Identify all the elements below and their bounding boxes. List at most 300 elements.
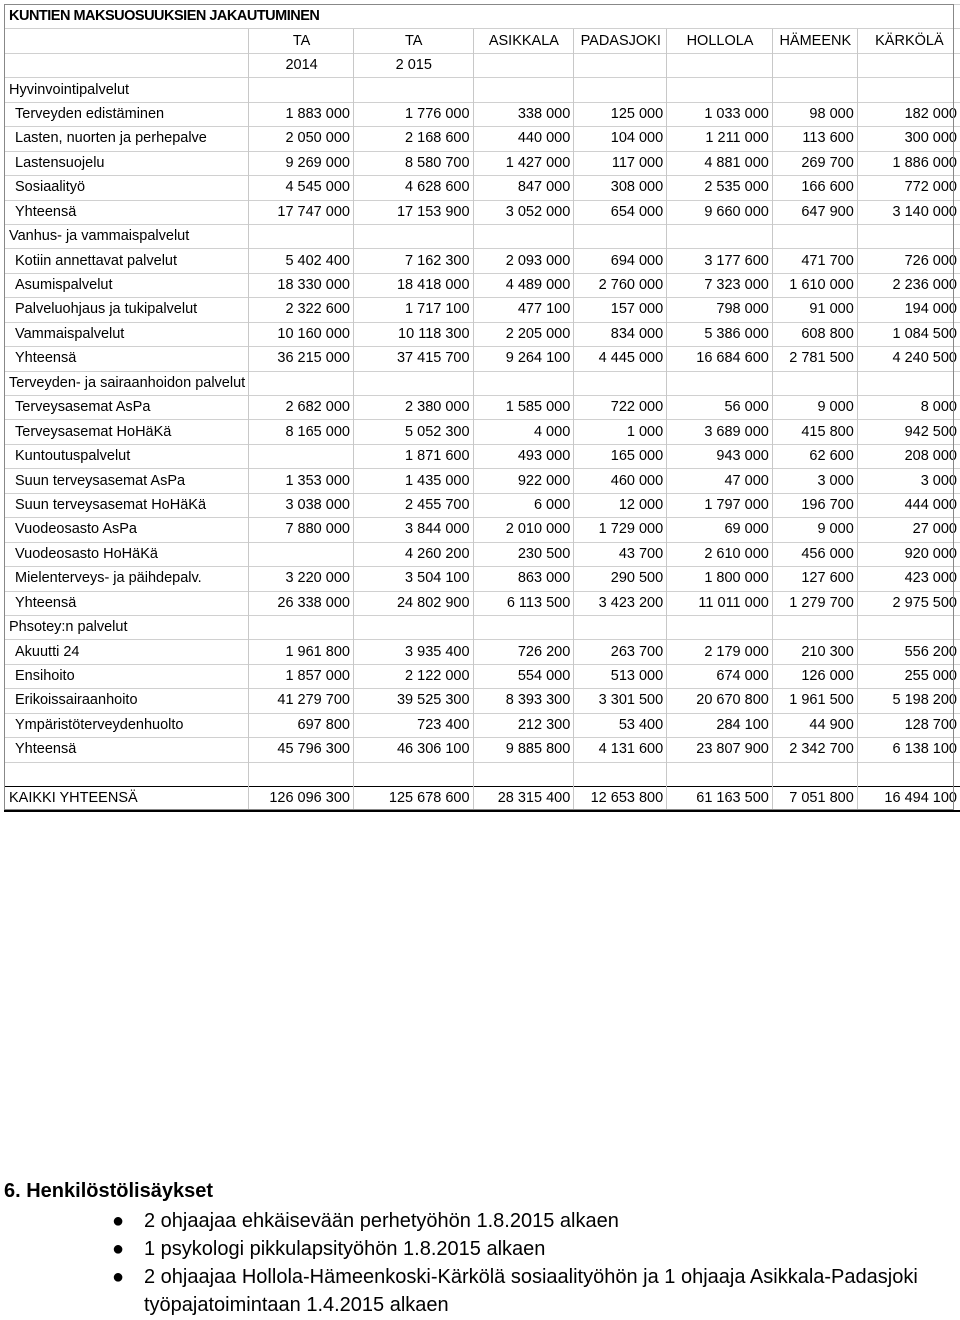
table-cell: 157 000	[574, 298, 667, 322]
table-cell: 12 000	[574, 493, 667, 517]
table-cell	[857, 78, 960, 102]
table-cell: 91 000	[772, 298, 857, 322]
table-cell: 2 535 000	[667, 176, 773, 200]
table-cell: 460 000	[574, 469, 667, 493]
table-cell: 1 084 500	[857, 322, 960, 346]
row-label: Sosiaalityö	[5, 176, 249, 200]
section-row	[5, 371, 960, 395]
table-row	[5, 102, 960, 126]
row-label: Yhteensä	[5, 591, 249, 615]
column-header: TA	[249, 29, 354, 53]
table-cell: 942 500	[857, 420, 960, 444]
table-cell: 338 000	[473, 102, 574, 126]
table-cell	[249, 542, 354, 566]
table-cell: 1 800 000	[667, 567, 773, 591]
table-cell: 5 386 000	[667, 322, 773, 346]
table-cell: 3 038 000	[249, 493, 354, 517]
spreadsheet	[4, 4, 960, 812]
table-cell: 182 000	[857, 102, 960, 126]
table-cell: 1 961 800	[249, 640, 354, 664]
row-label: Erikoissairaanhoito	[5, 689, 249, 713]
row-label: Yhteensä	[5, 347, 249, 371]
table-cell: 269 700	[772, 151, 857, 175]
table-cell: 47 000	[667, 469, 773, 493]
table-cell: 1 211 000	[667, 127, 773, 151]
table-cell: 230 500	[473, 542, 574, 566]
section-row	[5, 615, 960, 639]
table-cell: 17 153 900	[353, 200, 473, 224]
table-cell: 2 093 000	[473, 249, 574, 273]
table-cell	[249, 762, 354, 786]
table-cell: 943 000	[667, 444, 773, 468]
table-cell: 166 600	[772, 176, 857, 200]
table-cell: 37 415 700	[353, 347, 473, 371]
table-cell: 2 179 000	[667, 640, 773, 664]
table-cell: 126 000	[772, 664, 857, 688]
table-cell: 674 000	[667, 664, 773, 688]
table-cell: 9 269 000	[249, 151, 354, 175]
table-row	[5, 273, 960, 297]
list-item	[112, 1207, 954, 1235]
table-cell: 263 700	[574, 640, 667, 664]
column-header: TA	[353, 29, 473, 53]
table-cell	[667, 224, 773, 248]
row-label: Suun terveysasemat HoHäKä	[5, 493, 249, 517]
list-item	[112, 1263, 954, 1319]
table-cell: 2 236 000	[857, 273, 960, 297]
row-label: Suun terveysasemat AsPa	[5, 469, 249, 493]
section-row	[5, 78, 960, 102]
table-cell: 444 000	[857, 493, 960, 517]
row-label: Vammaispalvelut	[5, 322, 249, 346]
year-header	[667, 53, 773, 77]
table-cell: 493 000	[473, 444, 574, 468]
table-cell: 24 802 900	[353, 591, 473, 615]
table-cell: 28 315 400	[473, 787, 574, 812]
column-header: KÄRKÖLÄ	[857, 29, 960, 53]
table-cell: 6 138 100	[857, 738, 960, 762]
table-cell: 2 322 600	[249, 298, 354, 322]
table-cell: 1 033 000	[667, 102, 773, 126]
table-cell: 694 000	[574, 249, 667, 273]
bullet-icon: ●	[112, 1238, 125, 1260]
table-cell: 3 504 100	[353, 567, 473, 591]
year-header	[857, 53, 960, 77]
table-cell: 208 000	[857, 444, 960, 468]
table-cell: 1 610 000	[772, 273, 857, 297]
row-label: KAIKKI YHTEENSÄ	[5, 787, 249, 812]
table-cell: 128 700	[857, 713, 960, 737]
grand-total-row	[5, 787, 960, 812]
table-cell: 647 900	[772, 200, 857, 224]
table-cell: 440 000	[473, 127, 574, 151]
table-cell: 2 380 000	[353, 396, 473, 420]
table-cell: 210 300	[772, 640, 857, 664]
table-cell: 2 455 700	[353, 493, 473, 517]
table-cell: 3 052 000	[473, 200, 574, 224]
table-cell: 4 000	[473, 420, 574, 444]
table-cell: 423 000	[857, 567, 960, 591]
table-cell: 69 000	[667, 518, 773, 542]
table-cell: 9 264 100	[473, 347, 574, 371]
table-row	[5, 444, 960, 468]
table-cell	[249, 444, 354, 468]
table-cell	[772, 78, 857, 102]
table-cell: 2 010 000	[473, 518, 574, 542]
table-cell: 2 682 000	[249, 396, 354, 420]
table-row	[5, 738, 960, 762]
table-cell: 415 800	[772, 420, 857, 444]
row-label: Lasten, nuorten ja perhepalve	[5, 127, 249, 151]
table-cell	[473, 615, 574, 639]
row-label: Terveysasemat AsPa	[5, 396, 249, 420]
row-label: Kuntoutuspalvelut	[5, 444, 249, 468]
table-cell	[574, 371, 667, 395]
table-cell: 2 760 000	[574, 273, 667, 297]
table-cell: 18 418 000	[353, 273, 473, 297]
row-label: Kotiin annettavat palvelut	[5, 249, 249, 273]
column-header: PADASJOKI	[574, 29, 667, 53]
table-cell: 922 000	[473, 469, 574, 493]
year-header	[5, 53, 249, 77]
table-cell: 43 700	[574, 542, 667, 566]
table-cell	[353, 78, 473, 102]
table-row	[5, 127, 960, 151]
table-cell: 300 000	[857, 127, 960, 151]
table-cell: 3 423 200	[574, 591, 667, 615]
section-6	[4, 1180, 954, 1319]
row-label: Terveyden- ja sairaanhoidon palvelut	[5, 371, 249, 395]
table-cell: 3 220 000	[249, 567, 354, 591]
table-row	[5, 322, 960, 346]
table-cell	[772, 762, 857, 786]
table-cell: 513 000	[574, 664, 667, 688]
table-cell	[857, 371, 960, 395]
year-header	[473, 53, 574, 77]
table-cell: 1 886 000	[857, 151, 960, 175]
table-cell: 196 700	[772, 493, 857, 517]
section-heading: 6. Henkilöstölisäykset	[4, 1180, 213, 1202]
row-label: Hyvinvointipalvelut	[5, 78, 249, 102]
year-row	[5, 53, 960, 77]
table-cell: 7 880 000	[249, 518, 354, 542]
row-label: Ympäristöterveydenhuolto	[5, 713, 249, 737]
table-row	[5, 713, 960, 737]
table-cell: 2 342 700	[772, 738, 857, 762]
table-cell: 7 323 000	[667, 273, 773, 297]
table-cell: 1 883 000	[249, 102, 354, 126]
row-label: Lastensuojelu	[5, 151, 249, 175]
table-row	[5, 640, 960, 664]
row-label	[5, 762, 249, 786]
table-cell: 456 000	[772, 542, 857, 566]
table-row	[5, 420, 960, 444]
table-cell: 11 011 000	[667, 591, 773, 615]
table-cell: 26 338 000	[249, 591, 354, 615]
table-cell: 3 177 600	[667, 249, 773, 273]
bullet-icon: ●	[112, 1266, 125, 1288]
table-cell: 125 678 600	[353, 787, 473, 812]
table-cell: 17 747 000	[249, 200, 354, 224]
row-label: Vuodeosasto AsPa	[5, 518, 249, 542]
table-cell: 834 000	[574, 322, 667, 346]
table-cell: 920 000	[857, 542, 960, 566]
table-cell: 56 000	[667, 396, 773, 420]
table-cell: 16 494 100	[857, 787, 960, 812]
bullet-text: 1 psykologi pikkulapsityöhön 1.8.2015 alkaen	[144, 1238, 546, 1260]
column-header	[5, 29, 249, 53]
table-cell: 2 610 000	[667, 542, 773, 566]
table-row	[5, 591, 960, 615]
table-row	[5, 347, 960, 371]
table-cell: 7 162 300	[353, 249, 473, 273]
table-cell: 2 050 000	[249, 127, 354, 151]
table-row	[5, 762, 960, 786]
table-cell: 8 393 300	[473, 689, 574, 713]
table-cell	[857, 224, 960, 248]
header-row	[5, 29, 960, 53]
table-cell	[667, 78, 773, 102]
table-cell: 18 330 000	[249, 273, 354, 297]
table-cell: 165 000	[574, 444, 667, 468]
table-cell	[574, 78, 667, 102]
payment-share-table	[4, 4, 960, 812]
table-cell: 10 118 300	[353, 322, 473, 346]
table-row	[5, 689, 960, 713]
table-cell: 2 975 500	[857, 591, 960, 615]
table-cell: 16 684 600	[667, 347, 773, 371]
table-cell	[857, 615, 960, 639]
table-cell	[667, 762, 773, 786]
table-cell: 284 100	[667, 713, 773, 737]
section-row	[5, 224, 960, 248]
table-cell	[473, 371, 574, 395]
bullet-list	[4, 1207, 954, 1319]
table-cell: 9 000	[772, 396, 857, 420]
table-cell: 3 140 000	[857, 200, 960, 224]
table-cell: 4 131 600	[574, 738, 667, 762]
row-label: Yhteensä	[5, 738, 249, 762]
list-item	[112, 1235, 954, 1263]
table-cell: 308 000	[574, 176, 667, 200]
table-row	[5, 176, 960, 200]
table-cell: 471 700	[772, 249, 857, 273]
table-cell	[473, 762, 574, 786]
table-cell: 654 000	[574, 200, 667, 224]
table-cell: 1 435 000	[353, 469, 473, 493]
row-label: Asumispalvelut	[5, 273, 249, 297]
table-cell: 36 215 000	[249, 347, 354, 371]
row-label: Terveyden edistäminen	[5, 102, 249, 126]
row-label: Palveluohjaus ja tukipalvelut	[5, 298, 249, 322]
table-row	[5, 151, 960, 175]
row-label: Mielenterveys- ja päihdepalv.	[5, 567, 249, 591]
table-cell: 2 781 500	[772, 347, 857, 371]
table-cell: 9 000	[772, 518, 857, 542]
table-cell: 863 000	[473, 567, 574, 591]
table-cell: 1 000	[574, 420, 667, 444]
table-cell: 1 797 000	[667, 493, 773, 517]
table-cell: 1 585 000	[473, 396, 574, 420]
table-cell: 6 000	[473, 493, 574, 517]
table-row	[5, 493, 960, 517]
table-cell: 477 100	[473, 298, 574, 322]
table-cell: 2 122 000	[353, 664, 473, 688]
row-label: Vuodeosasto HoHäKä	[5, 542, 249, 566]
table-cell: 113 600	[772, 127, 857, 151]
table-row	[5, 249, 960, 273]
table-cell	[473, 224, 574, 248]
table-cell: 726 000	[857, 249, 960, 273]
table-cell: 117 000	[574, 151, 667, 175]
year-header: 2014	[249, 53, 354, 77]
table-cell: 1 871 600	[353, 444, 473, 468]
table-cell	[667, 615, 773, 639]
table-cell: 104 000	[574, 127, 667, 151]
table-row	[5, 298, 960, 322]
table-cell	[574, 615, 667, 639]
row-label: Phsotey:n palvelut	[5, 615, 249, 639]
table-row	[5, 518, 960, 542]
table-cell	[473, 78, 574, 102]
table-cell: 46 306 100	[353, 738, 473, 762]
column-header: ASIKKALA	[473, 29, 574, 53]
table-cell	[353, 371, 473, 395]
table-cell	[772, 224, 857, 248]
table-cell: 1 353 000	[249, 469, 354, 493]
table-row	[5, 469, 960, 493]
row-label: Vanhus- ja vammaispalvelut	[5, 224, 249, 248]
table-cell: 3 000	[857, 469, 960, 493]
table-cell	[353, 224, 473, 248]
table-cell: 8 580 700	[353, 151, 473, 175]
table-cell: 798 000	[667, 298, 773, 322]
year-header: 2 015	[353, 53, 473, 77]
table-cell: 3 689 000	[667, 420, 773, 444]
table-cell	[772, 615, 857, 639]
table-cell: 4 489 000	[473, 273, 574, 297]
table-cell: 45 796 300	[249, 738, 354, 762]
table-cell: 125 000	[574, 102, 667, 126]
table-cell: 1 427 000	[473, 151, 574, 175]
table-cell: 4 445 000	[574, 347, 667, 371]
table-cell: 9 660 000	[667, 200, 773, 224]
row-label: Ensihoito	[5, 664, 249, 688]
table-cell: 554 000	[473, 664, 574, 688]
table-row	[5, 200, 960, 224]
table-cell: 726 200	[473, 640, 574, 664]
table-cell: 2 205 000	[473, 322, 574, 346]
row-label: Terveysasemat HoHäKä	[5, 420, 249, 444]
table-cell: 1 776 000	[353, 102, 473, 126]
table-cell: 3 301 500	[574, 689, 667, 713]
table-cell: 41 279 700	[249, 689, 354, 713]
table-cell: 27 000	[857, 518, 960, 542]
table-cell	[249, 224, 354, 248]
table-cell: 53 400	[574, 713, 667, 737]
table-cell: 9 885 800	[473, 738, 574, 762]
table-cell: 61 163 500	[667, 787, 773, 812]
table-cell: 3 844 000	[353, 518, 473, 542]
table-cell: 4 881 000	[667, 151, 773, 175]
year-header	[574, 53, 667, 77]
table-cell: 5 052 300	[353, 420, 473, 444]
table-cell: 98 000	[772, 102, 857, 126]
table-cell: 722 000	[574, 396, 667, 420]
table-cell: 290 500	[574, 567, 667, 591]
column-header: HÄMEENK	[772, 29, 857, 53]
table-cell: 3 000	[772, 469, 857, 493]
table-row	[5, 567, 960, 591]
table-cell: 4 260 200	[353, 542, 473, 566]
table-cell	[249, 78, 354, 102]
table-cell: 723 400	[353, 713, 473, 737]
table-cell: 5 402 400	[249, 249, 354, 273]
table-cell: 126 096 300	[249, 787, 354, 812]
table-cell	[667, 371, 773, 395]
table-cell	[574, 224, 667, 248]
table-cell: 255 000	[857, 664, 960, 688]
table-cell: 127 600	[772, 567, 857, 591]
table-cell	[249, 615, 354, 639]
table-cell	[249, 371, 354, 395]
table-cell: 4 240 500	[857, 347, 960, 371]
bullet-text: 2 ohjaajaa ehkäisevään perhetyöhön 1.8.2015 alkaen	[144, 1210, 619, 1232]
row-label: Yhteensä	[5, 200, 249, 224]
bullet-icon: ●	[112, 1210, 125, 1232]
table-cell: 1 857 000	[249, 664, 354, 688]
table-cell: 1 729 000	[574, 518, 667, 542]
table-cell: 1 961 500	[772, 689, 857, 713]
table-cell: 8 000	[857, 396, 960, 420]
table-row	[5, 542, 960, 566]
table-cell	[574, 762, 667, 786]
table-title: KUNTIEN MAKSUOSUUKSIEN JAKAUTUMINEN	[5, 5, 960, 29]
table-row	[5, 396, 960, 420]
column-header: HOLLOLA	[667, 29, 773, 53]
table-cell: 44 900	[772, 713, 857, 737]
table-cell: 62 600	[772, 444, 857, 468]
table-cell: 6 113 500	[473, 591, 574, 615]
table-cell	[353, 762, 473, 786]
table-cell: 5 198 200	[857, 689, 960, 713]
table-cell: 3 935 400	[353, 640, 473, 664]
table-cell: 12 653 800	[574, 787, 667, 812]
table-cell: 697 800	[249, 713, 354, 737]
table-cell: 1 717 100	[353, 298, 473, 322]
table-cell: 772 000	[857, 176, 960, 200]
table-cell: 7 051 800	[772, 787, 857, 812]
row-label: Akuutti 24	[5, 640, 249, 664]
table-cell: 847 000	[473, 176, 574, 200]
table-cell: 20 670 800	[667, 689, 773, 713]
table-cell: 4 545 000	[249, 176, 354, 200]
table-cell: 2 168 600	[353, 127, 473, 151]
table-cell: 10 160 000	[249, 322, 354, 346]
table-cell: 23 807 900	[667, 738, 773, 762]
table-row	[5, 664, 960, 688]
table-cell: 4 628 600	[353, 176, 473, 200]
bullet-text: 2 ohjaajaa Hollola-Hämeenkoski-Kärkölä sosiaalityöhön ja 1 ohjaaja Asikkala-Padasjoki työpajatoimintaan 1.4.2015 alkaen	[144, 1266, 918, 1316]
table-cell: 556 200	[857, 640, 960, 664]
table-cell: 39 525 300	[353, 689, 473, 713]
table-cell: 212 300	[473, 713, 574, 737]
year-header	[772, 53, 857, 77]
table-cell: 608 800	[772, 322, 857, 346]
table-cell: 8 165 000	[249, 420, 354, 444]
table-cell	[353, 615, 473, 639]
table-cell	[857, 762, 960, 786]
